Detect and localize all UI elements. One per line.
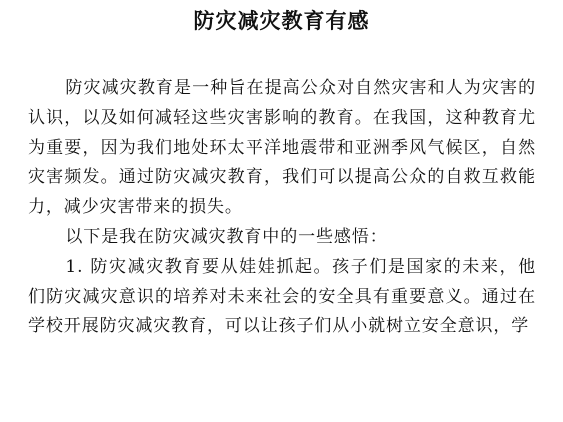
paragraph-point-1: 1. 防灾减灾教育要从娃娃抓起。孩子们是国家的未来，他们防灾减灾意识的培养对未来社会的安全具有重要意义。通过在学校开展防灾减灾教育，可以让孩子们从小就树立安全意识，学	[28, 256, 536, 337]
document-title: 防灾减灾教育有感	[193, 9, 370, 33]
document-body	[28, 74, 536, 342]
paragraph-intro: 防灾减灾教育是一种旨在提高公众对自然灾害和人为灾害的认识，以及如何减轻这些灾害影响的教育。在我国，这种教育尤为重要，因为我们地处环太平洋地震带和亚洲季风气候区，自然灾害频发。通过防灾减灾教育，我们可以提高公众的自救互救能力，减少灾害带来的损失。	[28, 78, 536, 218]
paragraph-lead-in: 以下是我在防灾减灾教育中的一些感悟：	[65, 226, 388, 247]
